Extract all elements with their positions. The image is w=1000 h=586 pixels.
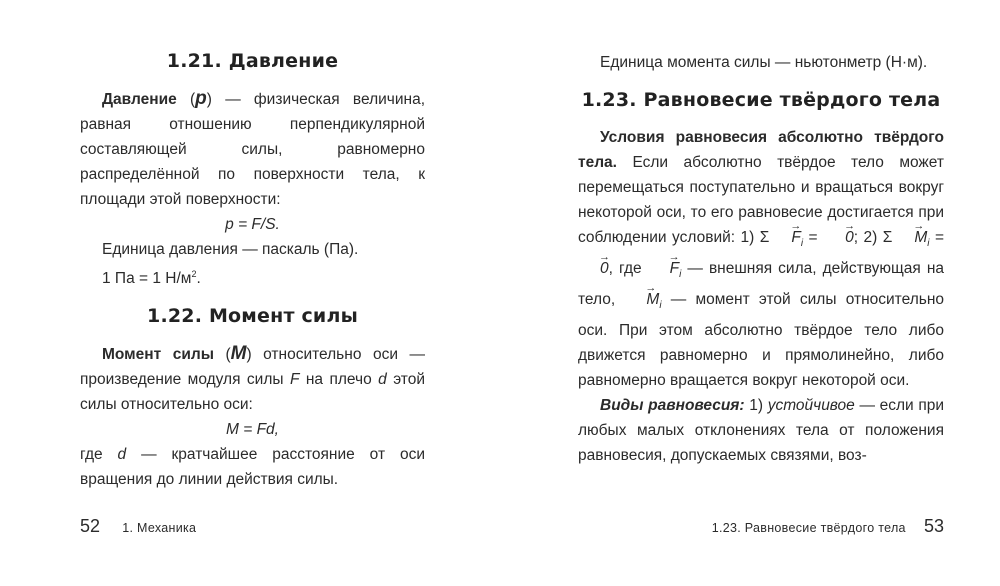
types-text: — если при любых малых отклонениях тела от положения равновесия, допускаемых связями, воз-	[578, 397, 945, 465]
pressure-formula: p = F/S.	[225, 216, 280, 233]
pascal-exponent: 2	[191, 269, 197, 279]
where-text: — кратчайшее расстояние от оси вращения до линии действия силы.	[80, 446, 425, 489]
index-i-3: i	[679, 269, 682, 281]
moment-description: — момент этой силы относительно оси. При этом абсолютно твёрдое тело либо движется равномерно и прямолинейно, либо равномерно вращается вокруг некоторой оси.	[578, 291, 944, 390]
where-var-d: d	[117, 446, 127, 464]
sum-sign-1: Σ	[759, 229, 770, 246]
conditions-term: Условия равновесия абсолютно твёрдого тела.	[578, 129, 944, 171]
moment-term: Момент силы	[102, 346, 214, 364]
vector-F-1: → F	[769, 225, 800, 250]
vector-M-2: → M	[624, 287, 659, 312]
vector-zero-2: → 0	[578, 256, 609, 281]
footer-right	[712, 516, 944, 537]
var-F: F	[289, 371, 300, 389]
moment-formula: M = Fd,	[226, 421, 279, 439]
comma-1: ,	[608, 260, 613, 278]
running-head-right: 1.23. Равновесие твёрдого тела	[711, 521, 906, 535]
vector-F-2: → F	[648, 256, 679, 281]
pressure-term: Давление	[102, 91, 177, 108]
footer-left	[80, 516, 196, 537]
equals-1: =	[803, 229, 824, 246]
force-description: — внешняя сила, действующая на тело,	[578, 260, 945, 309]
moment-where	[80, 442, 425, 492]
moment-definition: Момент силы (M) относительно оси — произведение модуля силы F на плечо d этой силы относительно оси:	[80, 343, 426, 414]
section-title-1-22: 1.22. Момент силы	[147, 305, 358, 328]
index-i-2: i	[927, 238, 930, 250]
pascal-period: .	[196, 270, 201, 288]
moment-definition-text-a: относительно оси — произведение модуля силы	[80, 346, 425, 389]
moment-definition-text-c: этой силы относительно оси:	[80, 371, 426, 414]
moment-unit-continuation: Единица момента силы — ньютонметр (Н·м).	[600, 54, 928, 71]
types-term: Виды равновесия:	[600, 397, 745, 415]
pressure-symbol: p	[195, 88, 207, 109]
moment-symbol: M	[230, 343, 247, 365]
pressure-unit: Единица давления — паскаль (Па).	[102, 241, 359, 258]
right-page	[578, 50, 944, 468]
running-head-left: 1. Механика	[122, 521, 197, 535]
moment-definition-text-b: на плечо	[305, 371, 372, 389]
types-stable: устойчивое	[767, 397, 855, 415]
page-number-right: 53	[923, 516, 944, 536]
sum-sign-2: Σ	[882, 229, 893, 246]
pascal-equation-text: 1 Па = 1 Н/м	[102, 270, 192, 288]
types-item-1: 1)	[749, 397, 764, 415]
equals-2: =	[929, 229, 945, 246]
equilibrium-types	[578, 393, 944, 468]
index-i-4: i	[659, 300, 662, 312]
pascal-equation	[80, 262, 425, 291]
semicolon: ;	[853, 229, 859, 246]
page-number-left: 52	[80, 516, 101, 536]
pressure-definition: Давление (p) — физическая величина, равная отношению перпендикулярной составляющей силы, равномерно распределённой по поверхности тела, к площади этой поверхности:	[80, 88, 426, 208]
vector-M-1: → M	[892, 225, 927, 250]
vector-zero-1: → 0	[823, 225, 854, 250]
index-i-1: i	[800, 238, 804, 250]
var-d: d	[378, 371, 387, 389]
where-word-right: где	[618, 260, 642, 278]
conditions-text: Если абсолютно твёрдое тело может перемещаться поступательно и вращаться вокруг некоторой оси, то его равновесие достигается при соблюдении условий: 1)	[578, 154, 945, 246]
left-page	[80, 50, 425, 492]
item-2: 2)	[863, 229, 878, 246]
pressure-definition-text: — физическая величина, равная отношению перпендикулярной составляющей силы, равномерно распределённой по поверхности тела, к площади этой поверхности:	[80, 91, 426, 208]
equilibrium-conditions	[578, 125, 944, 393]
section-title-1-21: 1.21. Давление	[166, 50, 339, 72]
where-word: где	[80, 446, 103, 464]
section-title-1-23: 1.23. Равновесие твёрдого тела	[581, 89, 941, 111]
